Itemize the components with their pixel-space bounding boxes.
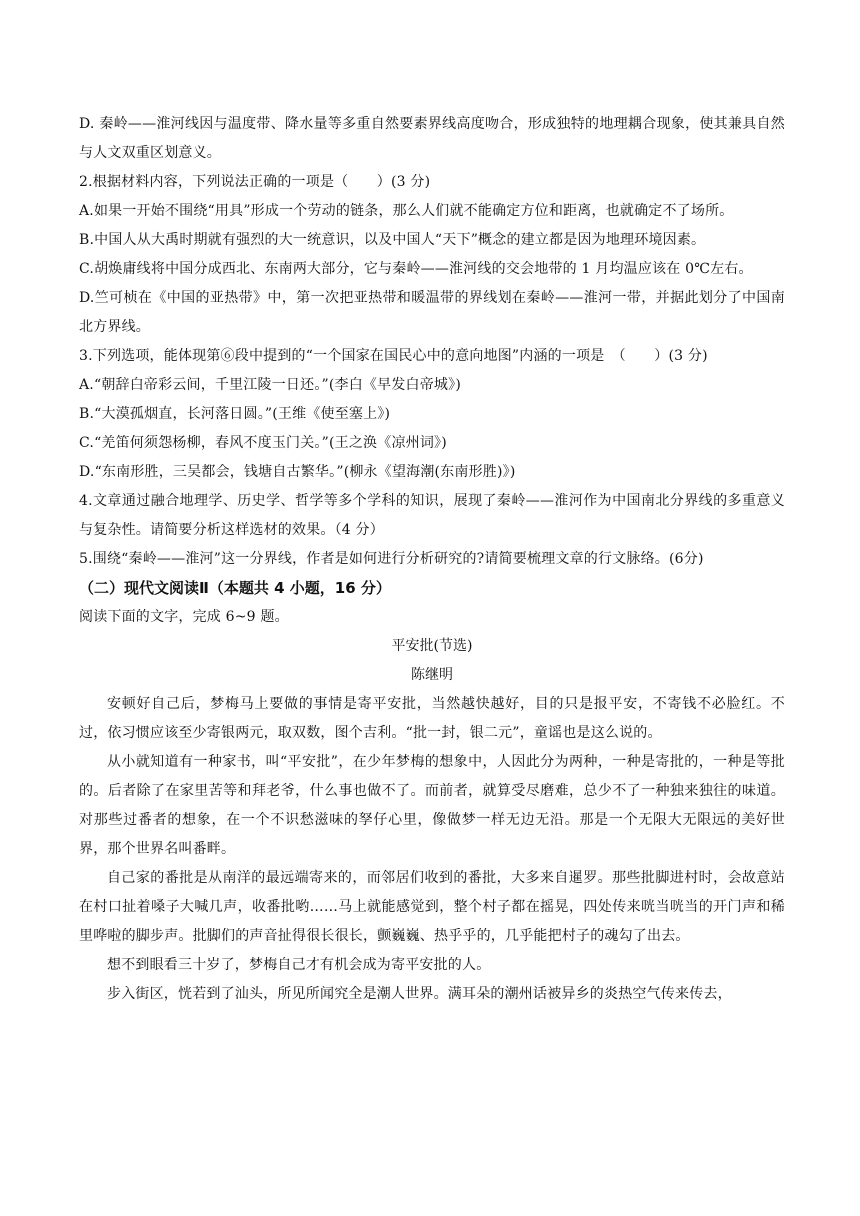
section-heading: （二）现代文阅读Ⅱ（本题共 4 小题，16 分） <box>79 579 391 597</box>
passage-title: 平安批(节选) <box>391 638 473 654</box>
q5-stem: 5.围绕“秦岭——淮河”这一分界线，作者是如何进行分析研究的?请简要梳理文章的行文脉络。(6分) <box>79 551 704 567</box>
reading-instruction: 阅读下面的文字，完成 6~9 题。 <box>79 609 289 625</box>
q2-stem: 2.根据材料内容，下列说法正确的一项是（ ）(3 分) <box>79 174 431 190</box>
q2-option-b: B.中国人从大禹时期就有强烈的大一统意识，以及中国人“天下”概念的建立都是因为地理环境因素。 <box>79 232 706 248</box>
passage-author: 陈继明 <box>411 667 453 683</box>
passage-paragraph: 步入街区，恍若到了汕头，所见所闻究全是潮人世界。满耳朵的潮州话被异乡的炎热空气传来传去， <box>107 986 732 1002</box>
passage-paragraph: 安顿好自己后，梦梅马上要做的事情是寄平安批，当然越快越好，目的只是报平安，不寄钱不必脸红。不过，依习惯应该至少寄银两元，取双数，图个吉利。“批一封，银二元”，童谣也是这么说的。 <box>79 696 785 741</box>
q3-option-b: B.“大漠孤烟直，长河落日圆。”(王维《使至塞上》) <box>79 406 391 422</box>
passage-paragraph: 想不到眼看三十岁了，梦梅自己才有机会成为寄平安批的人。 <box>107 957 491 973</box>
q4-stem: 4.文章通过融合地理学、历史学、哲学等多个学科的知识，展现了秦岭——淮河作为中国南北分界线的多重意义与复杂性。请简要分析这样选材的效果。（4 分） <box>79 493 785 538</box>
q3-stem: 3.下列选项，能体现第⑥段中提到的“一个国家在国民心中的意向地图”内涵的一项是 （ ）(3 分) <box>79 348 708 364</box>
exam-page <box>79 110 785 1009</box>
q3-option-c: C.“羌笛何须怨杨柳，春风不度玉门关。”(王之涣《凉州词》) <box>79 435 447 451</box>
q3-option-a: A.“朝辞白帝彩云间，千里江陵一日还。”(李白《早发白帝城》) <box>79 377 461 393</box>
q3-option-d: D.“东南形胜，三吴都会，钱塘自古繁华。”(柳永《望海潮(东南形胜)》) <box>79 464 516 480</box>
passage-paragraph: 从小就知道有一种家书，叫“平安批”，在少年梦梅的想象中，人因此分为两种，一种是寄批的，一种是等批的。后者除了在家里苦等和拜老爷，什么事也做不了。而前者，就算受尽磨难，总少不了一种独来独往的味道。对那些过番者的想象，在一个不识愁滋味的孥仔心里，像做梦一样无边无沿。那是一个无限大无限远的美好世界，那个世界名叫番畔。 <box>79 754 785 857</box>
q1-option-d: D. 秦岭——淮河线因与温度带、降水量等多重自然要素界线高度吻合，形成独特的地理耦合现象，使其兼具自然与人文双重区划意义。 <box>79 116 785 161</box>
q2-option-c: C.胡焕庸线将中国分成西北、东南两大部分，它与秦岭——淮河线的交会地带的 1 月均温应该在 0℃左右。 <box>79 261 753 277</box>
q2-option-d: D.竺可桢在《中国的亚热带》中，第一次把亚热带和暖温带的界线划在秦岭——淮河一带，并据此划分了中国南北方界线。 <box>79 290 785 335</box>
passage-paragraph: 自己家的番批是从南洋的最远端寄来的，而邻居们收到的番批，大多来自暹罗。那些批脚进村时，会故意站在村口扯着嗓子大喊几声，收番批哟……马上就能感觉到，整个村子都在摇晃，四处传来咣当咣当的开门声和稀里哗啦的脚步声。批脚们的声音扯得很长很长，颤巍巍、热乎乎的，几乎能把村子的魂勾了出去。 <box>79 870 785 944</box>
q2-option-a: A.如果一开始不围绕“用具”形成一个劳动的链条，那么人们就不能确定方位和距离，也就确定不了场所。 <box>79 203 734 219</box>
